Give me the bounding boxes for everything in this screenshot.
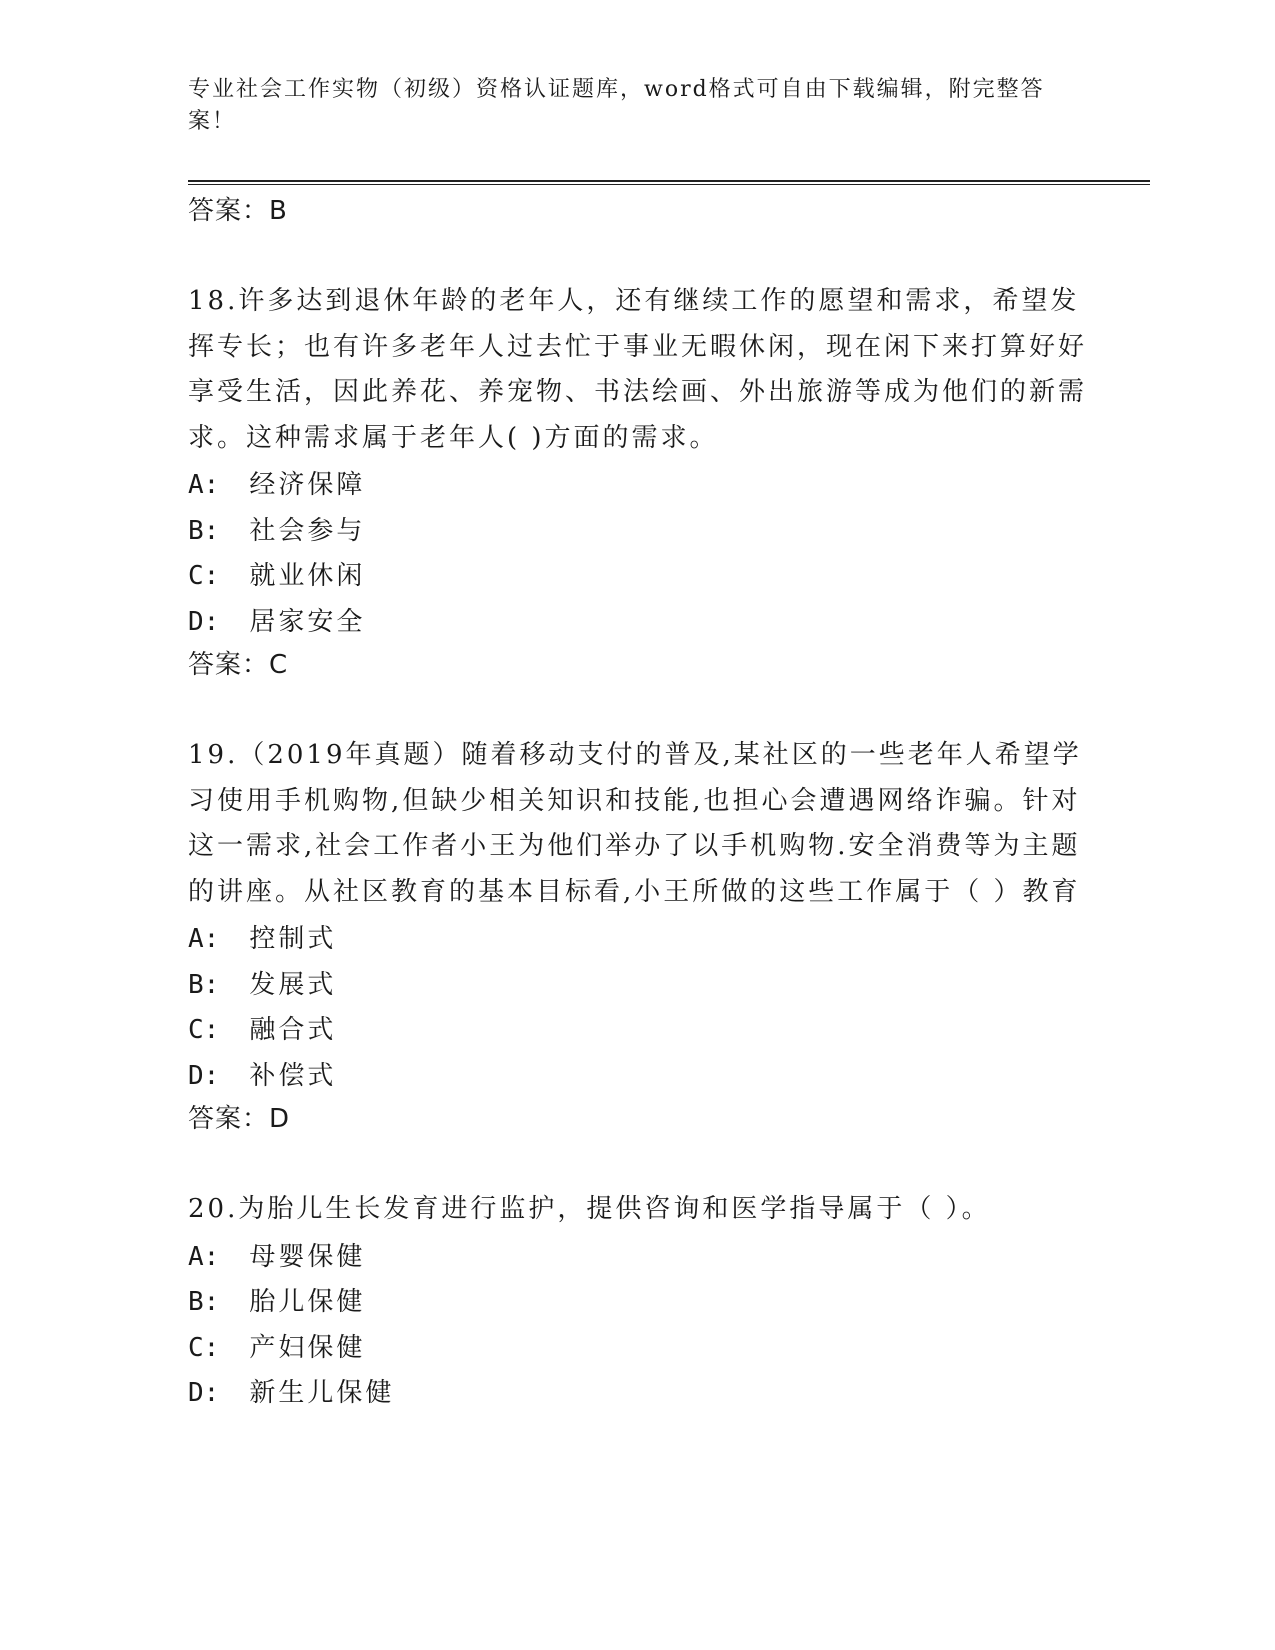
- option-key: C:: [188, 561, 220, 591]
- option-key: D:: [188, 1060, 220, 1091]
- option-d: [188, 600, 1088, 646]
- option-text: 产妇保健: [249, 1332, 366, 1363]
- option-b: [188, 963, 1088, 1009]
- option-text: 就业休闲: [249, 561, 366, 591]
- option-key: A:: [188, 924, 220, 954]
- option-text: 新生儿保健: [249, 1378, 395, 1408]
- header-divider: [188, 180, 1150, 185]
- option-text: 母婴保健: [249, 1241, 366, 1272]
- question-text: 18.许多达到退休年龄的老年人，还有继续工作的愿望和需求，希望发挥专长；也有许多老年人过去忙于事业无暇休闲，现在闲下来打算好好享受生活，因此养花、养宠物、书法绘画、外出旅游等成为他们的新需求。这种需求属于老年人( )方面的需求。: [188, 286, 1088, 453]
- option-key: D:: [188, 1378, 220, 1408]
- question-20: [188, 1187, 1088, 1417]
- option-key: A:: [188, 470, 220, 500]
- option-text: 胎儿保健: [249, 1287, 366, 1317]
- option-key: B:: [188, 1287, 220, 1317]
- question-text: 19.（2019年真题）随着移动支付的普及,某社区的一些老年人希望学习使用手机购物,但缺少相关知识和技能,也担心会遭遇网络诈骗。针对这一需求,社会工作者小王为他们举办了以手机购物.安全消费等为主题的讲座。从社区教育的基本目标看,小王所做的这些工作属于（ ）教育: [188, 740, 1082, 907]
- option-c: [188, 1008, 1088, 1054]
- option-key: B:: [188, 969, 220, 1000]
- option-text: 社会参与: [249, 515, 366, 546]
- option-b: [188, 509, 1088, 555]
- option-key: C:: [188, 1332, 220, 1363]
- option-text: 发展式: [249, 969, 337, 1000]
- option-key: B:: [188, 515, 220, 546]
- option-text: 控制式: [249, 924, 337, 954]
- question-text: 20.为胎儿生长发育进行监护，提供咨询和医学指导属于（ ）。: [188, 1194, 991, 1224]
- option-c: [188, 1326, 1088, 1372]
- option-text: 补偿式: [249, 1060, 337, 1091]
- question-18: [188, 279, 1088, 691]
- option-key: D:: [188, 606, 220, 637]
- option-c: [188, 554, 1088, 600]
- option-text: 经济保障: [249, 470, 366, 500]
- option-a: [188, 463, 1088, 509]
- option-text: 融合式: [249, 1015, 337, 1045]
- option-a: [188, 1235, 1088, 1281]
- option-d: [188, 1054, 1088, 1100]
- option-text: 居家安全: [249, 606, 366, 637]
- option-d: [188, 1371, 1088, 1417]
- page-header: 专业社会工作实物（初级）资格认证题库，word格式可自由下载编辑，附完整答案！: [188, 77, 1045, 134]
- option-a: [188, 917, 1088, 963]
- option-key: A:: [188, 1241, 220, 1272]
- option-key: C:: [188, 1015, 220, 1045]
- answer-label: 答案：B: [188, 196, 288, 226]
- answer-label: 答案：D: [188, 1104, 291, 1134]
- question-list: [188, 191, 1088, 1417]
- question-19: [188, 733, 1088, 1145]
- option-b: [188, 1280, 1088, 1326]
- answer-label: 答案：C: [188, 650, 289, 680]
